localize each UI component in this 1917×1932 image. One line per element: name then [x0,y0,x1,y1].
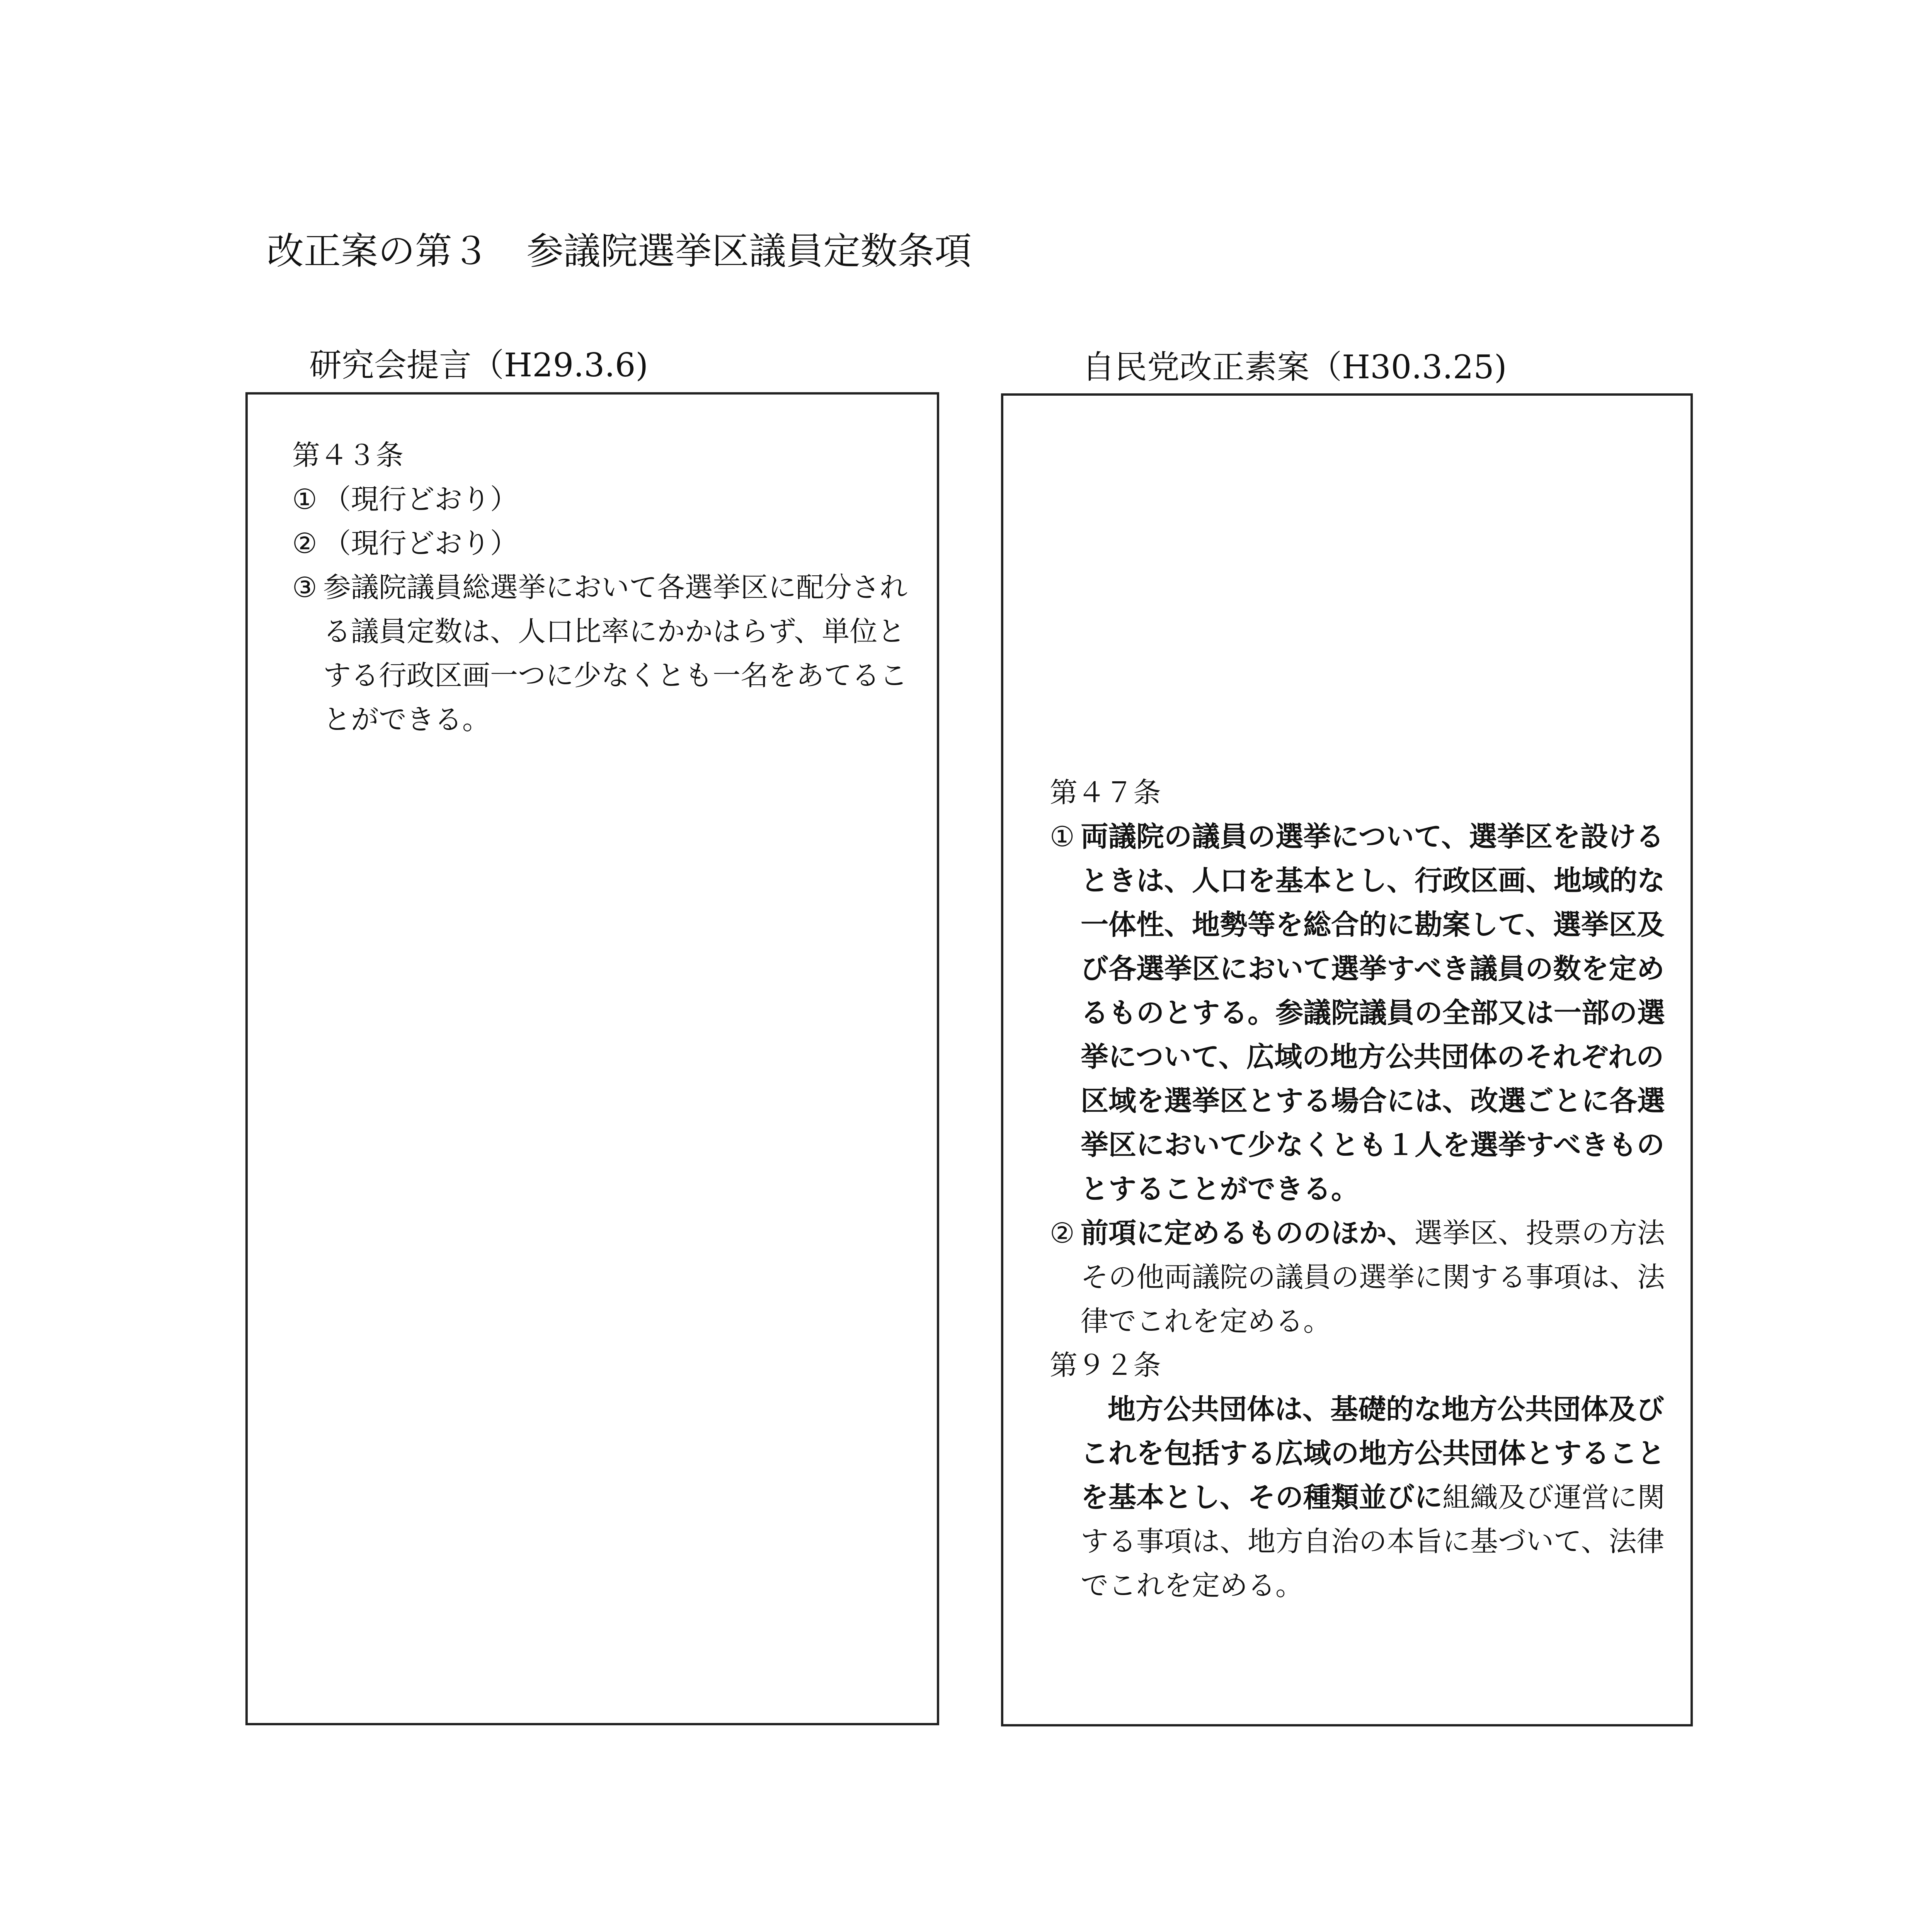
right-column-heading: 自民党改正素案（H30.3.25) [1082,348,1507,386]
article-92-heading: 第９２条 [1050,1349,1161,1381]
item-text: （現行どおり） [323,527,518,560]
left-item-2 [292,521,911,565]
article-43-heading: 第４３条 [292,439,404,471]
item-number: ① [1050,820,1075,853]
item-number: ③ [292,571,317,604]
item-number: ② [1050,1217,1075,1249]
left-panel [245,392,939,1725]
left-column-heading: 研究会提言（H29.3.6) [309,346,649,384]
item-text-bold: 前項に定めるもののほか、 [1081,1216,1415,1249]
article-92-paragraph [1050,1387,1668,1607]
article-92-text-bold: 地方公共団体は、基礎的な地方公共団体及びこれを包括する広域の地方公共団体とすることを基本とし、その種類並びに [1081,1393,1665,1514]
item-text: 両議院の議員の選挙について、選挙区を設けるときは、人口を基本とし、行政区画、地域的な一体性、地勢等を総合的に勘案して、選挙区及び各選挙区において選挙すべき議員の数を定めるものとする。参議院議員の全部又は一部の選挙について、広域の地方公共団体のそれぞれの区域を選挙区とする場合には、改選ごとに各選挙区において少なくとも１人を選挙すべきものとすることができる。 [1081,820,1665,1205]
left-item-1 [292,477,911,521]
right-item-1 [1050,815,1668,1211]
right-item-2 [1050,1211,1668,1343]
item-number: ② [292,527,317,560]
page-title: 改正案の第３ 参議院選挙区議員定数条項 [267,230,972,273]
left-item-3 [292,565,911,742]
item-number: ① [292,483,317,515]
item-text: （現行どおり） [323,483,518,515]
right-panel-content [1050,770,1668,1607]
left-panel-content [292,433,911,742]
item-text: 参議院議員総選挙において各選挙区に配分される議員定数は、人口比率にかかはらず、単位とする行政区画一つに少なくとも一名をあてることができる。 [323,571,908,736]
article-47-heading: 第４７条 [1050,776,1161,809]
item-text-normal: 選挙区、投票の方法その他両議院の議員の選挙に関する事項は、法律でこれを定める。 [1081,1217,1665,1337]
right-panel [1001,393,1693,1726]
article-92-text-normal: 組織及び運営に関する事項は、地方自治の本旨に基づいて、法律でこれを定める。 [1081,1481,1665,1602]
